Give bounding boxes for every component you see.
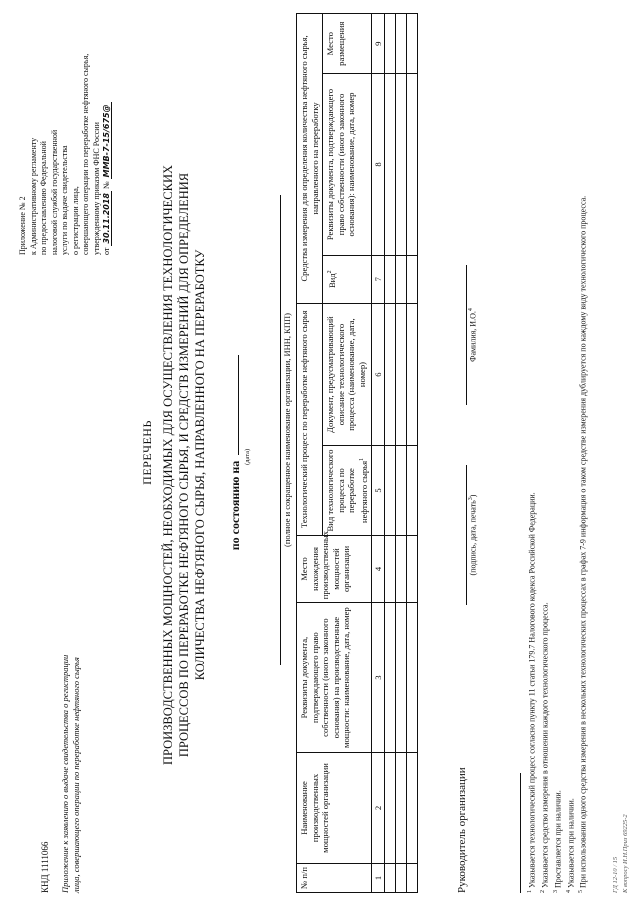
annex-line: к Административному регламенту: [28, 137, 38, 255]
group-process-header: Технологический процесс по переработке нефтяного сырья: [297, 303, 323, 535]
order-prefix: от: [102, 247, 111, 255]
title-line: ПРОЦЕССОВ ПО ПЕРЕРАБОТКЕ НЕФТЯНОГО СЫРЬЯ, И СРЕДСТВ ИЗМЕРЕНИЙ ДЛЯ ОПРЕДЕЛЕНИЯ: [177, 172, 191, 758]
annex-line: о регистрации лица,: [70, 186, 80, 255]
col-process-type-header: Вид технологического процесса по переработке нефтяного сырья$^1$: [323, 446, 372, 535]
column-number: 5: [371, 446, 385, 535]
date-blank: [238, 355, 239, 455]
name-caption: Фамилия, И.О.$^4$: [468, 308, 478, 362]
title-line: КОЛИЧЕСТВА НЕФТЯНОГО СЫРЬЯ, НАПРАВЛЕННОГО НА ПЕРЕРАБОТКУ: [193, 249, 207, 681]
org-caption: (полное и сокращенное наименование организации, ИНН, КПП): [282, 313, 292, 547]
annex-note-left: Приложение к заявлению о выдаче свидетельства о регистрации лица, совершающего операции по переработке нефтяного сырья: [60, 654, 81, 893]
col-device-type-header: Вид$^2$: [323, 255, 372, 303]
stamp-text: ГД 12-10 / 15: [612, 856, 619, 893]
stamp-text: К вопросу И.Н.Приз 69225-2: [622, 814, 629, 893]
capacities-table: [296, 13, 418, 893]
col-process-doc-header: Документ, предусматривающий описание технологического процесса (наименование, дата, номер): [323, 303, 372, 445]
status-label: по состоянию на: [228, 460, 242, 551]
col-location-header: Место нахождения производственных мощностей организации: [297, 535, 372, 603]
annex-line: утвержденному приказом ФНС России: [91, 122, 101, 255]
table-row: [407, 14, 418, 893]
footnote: $^4$ Указывается при наличии.: [565, 798, 576, 893]
table-row: [385, 14, 396, 893]
footnotes: [525, 13, 589, 893]
column-number: 1: [371, 864, 385, 893]
col-device-doc-header: Реквизиты документа, подтверждающего право собственности (иного законного основания): наименование, дата, номер: [323, 74, 372, 255]
column-number: 3: [371, 603, 385, 753]
annex-line: совершающего операции по переработке нефтяного сырья,: [81, 53, 90, 255]
column-number: 2: [371, 752, 385, 863]
date-caption: (дата): [244, 448, 251, 465]
header-row: [297, 14, 323, 893]
column-number: 6: [371, 303, 385, 445]
annex-line: Приложение № 2: [18, 196, 27, 255]
footnote: $^1$ Указывается технологический процесс согласно пункту 11 статьи 179.7 Налогового кодекса Российской Федерации.: [527, 492, 537, 893]
col-device-place-header: Место размещения: [323, 14, 372, 74]
annex-line: налоговой службой государственной: [49, 129, 59, 255]
head-of-organization-label: Руководитель организации: [456, 767, 468, 893]
order-line: [102, 10, 113, 255]
order-date: 30.11.2018: [102, 193, 111, 244]
form-code: КНД 1111066: [40, 841, 50, 893]
title-line: ПРОИЗВОДСТВЕННЫХ МОЩНОСТЕЙ, НЕОБХОДИМЫХ ДЛЯ ОСУЩЕСТВЛЕНИЯ ТЕХНОЛОГИЧЕСКИХ: [161, 164, 175, 766]
name-underline: [466, 265, 467, 405]
order-number: ММВ-7-15/675@: [102, 104, 111, 178]
status-date-line: [228, 0, 243, 905]
annex-line: по предоставлению Федеральной: [39, 141, 48, 255]
group-measurement-header: Средства измерения для определения количества нефтяного сырья, направленного на переработку: [297, 14, 323, 304]
annex-note-right: [18, 10, 113, 255]
list-word: ПЕРЕЧЕНЬ: [140, 420, 154, 485]
column-number: 8: [371, 74, 385, 255]
signature-caption: (подпись, дата, печать$^3$): [468, 494, 478, 576]
order-no-prefix: №: [102, 181, 111, 189]
org-underline: [280, 195, 281, 665]
column-number: 4: [371, 535, 385, 603]
document-title: [160, 115, 208, 815]
col-name-header: Наименование производственных мощностей организации: [297, 752, 372, 863]
footnote: $^3$ Проставляется при наличии.: [552, 790, 563, 893]
footnote-separator: [520, 773, 521, 893]
column-number: 9: [371, 14, 385, 74]
table-row: [396, 14, 407, 893]
footnote: $^2$ Указывается средство измерения в отношении каждого технологического процесса.: [539, 602, 550, 893]
signature-underline: [466, 465, 467, 605]
column-numbers-row: [371, 14, 385, 893]
col-number-header: № п/п: [297, 864, 372, 893]
column-number: 7: [371, 255, 385, 303]
annex-line: услуги по выдаче свидетельства: [60, 145, 69, 255]
footnote: $^5$ При использовании одного средства измерения в нескольких технологических процессах в графах 7-9 информация о таком средстве измерения дублируется по каждому виду технологического процесса.: [578, 195, 589, 893]
col-ownership-doc-header: Реквизиты документа, подтверждающего право собственности (иного законного основания) на производственные мощности: наименование, дата, номер: [297, 603, 372, 753]
